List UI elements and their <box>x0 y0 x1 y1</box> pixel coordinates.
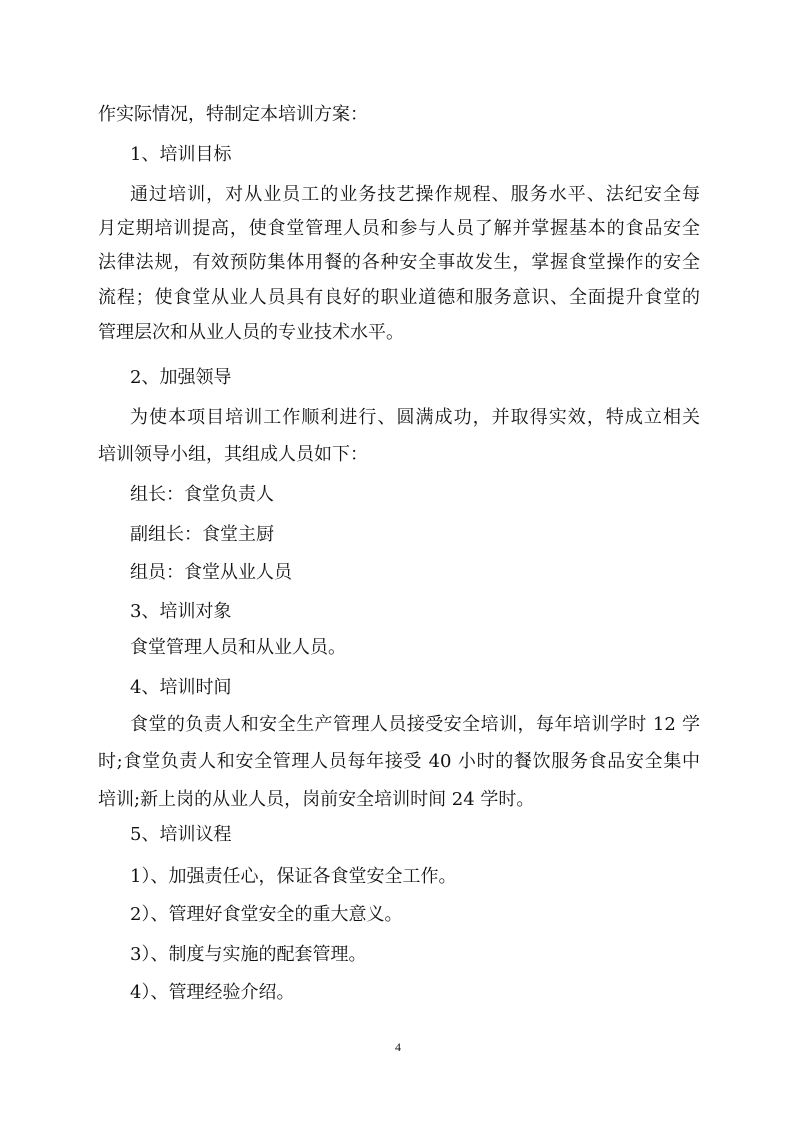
text-line: 培训领导小组，其组成人员如下： <box>98 444 368 465</box>
section-heading: 1、培训目标 <box>130 144 232 165</box>
text-line: 食堂管理人员和从业人员。 <box>130 637 346 658</box>
text-line: 组长：食堂负责人 <box>130 484 274 505</box>
section-heading: 4、培训时间 <box>130 677 232 698</box>
text-line: 月定期培训提高，使食堂管理人员和参与人员了解并掌握基本的食品安全 <box>98 218 700 239</box>
text-line: 流程；使食堂从业人员具有良好的职业道德和服务意识、全面提升食堂的 <box>98 287 700 308</box>
section-heading: 5、培训议程 <box>130 824 232 845</box>
list-item: 1）、加强责任心，保证各食堂安全工作。 <box>130 866 457 887</box>
text-line: 作实际情况，特制定本培训方案： <box>98 104 368 125</box>
text-line: 法律法规，有效预防集体用餐的各种安全事故发生，掌握食堂操作的安全 <box>98 252 700 273</box>
list-item: 4）、管理经验介绍。 <box>130 982 295 1003</box>
text-line: 培训;新上岗的从业人员，岗前安全培训时间 24 学时。 <box>98 789 535 810</box>
list-item: 2）、管理好食堂安全的重大意义。 <box>130 904 403 925</box>
section-heading: 3、培训对象 <box>130 601 232 622</box>
text-line: 为使本项目培训工作顺利进行、圆满成功，并取得实效，特成立相关 <box>130 407 700 428</box>
text-line: 时;食堂负责人和安全管理人员每年接受 40 小时的餐饮服务食品安全集中 <box>98 751 700 772</box>
text-line: 管理层次和从业人员的专业技术水平。 <box>98 322 404 343</box>
page-number: 4 <box>395 1040 401 1054</box>
text-line: 食堂的负责人和安全生产管理人员接受安全培训，每年培训学时 12 学 <box>130 714 700 735</box>
list-item: 3）、制度与实施的配套管理。 <box>130 944 367 965</box>
section-heading: 2、加强领导 <box>130 367 232 388</box>
text-line: 副组长：食堂主厨 <box>130 524 274 545</box>
text-line: 组员：食堂从业人员 <box>130 562 292 583</box>
text-line: 通过培训，对从业员工的业务技艺操作规程、服务水平、法纪安全每 <box>130 184 700 205</box>
